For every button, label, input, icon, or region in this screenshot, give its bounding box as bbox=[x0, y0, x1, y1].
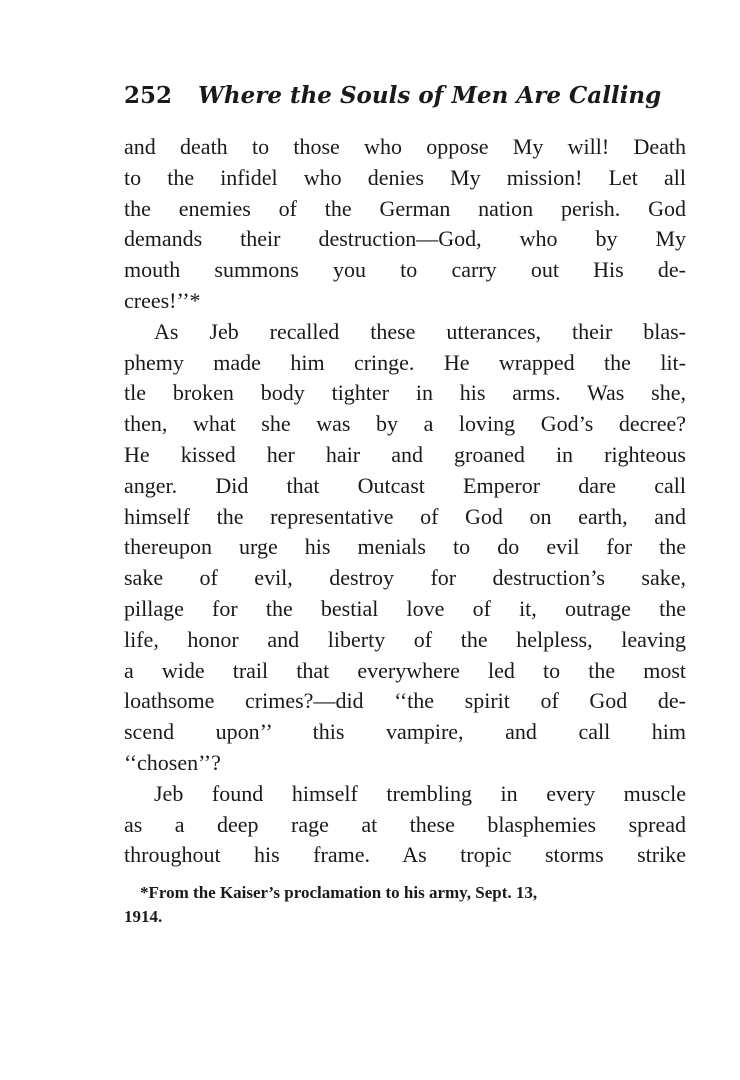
page-number: 252 bbox=[124, 82, 173, 109]
text-line: scend upon’’ this vampire, and call him bbox=[124, 719, 686, 745]
running-head bbox=[124, 82, 686, 124]
text-line: anger. Did that Outcast Emperor dare call bbox=[124, 472, 686, 498]
footnote-line: *From the Kaiser’s proclamation to his army, Sept. 13, bbox=[140, 883, 538, 903]
text-line: to the infidel who denies My mission! Let all bbox=[124, 164, 686, 190]
text-line: and death to those who oppose My will! Death bbox=[124, 134, 686, 159]
text-line: crees!’’* bbox=[124, 287, 201, 313]
footnote bbox=[124, 881, 686, 929]
book-page bbox=[124, 82, 686, 929]
text-line: Jeb found himself trembling in every muscle bbox=[154, 780, 686, 806]
text-line: himself the representative of God on earth, and bbox=[124, 503, 686, 529]
text-line: as a deep rage at these blasphemies spread bbox=[124, 811, 686, 837]
text-line: throughout his frame. As tropic storms strike bbox=[124, 842, 686, 868]
text-line: phemy made him cringe. He wrapped the lit- bbox=[124, 349, 686, 375]
text-line: the enemies of the German nation perish. God bbox=[124, 195, 686, 221]
text-line: a wide trail that everywhere led to the most bbox=[124, 657, 686, 683]
text-line: ‘‘chosen’’? bbox=[124, 749, 221, 775]
text-line: As Jeb recalled these utterances, their blas- bbox=[154, 318, 686, 344]
text-line: thereupon urge his menials to do evil for the bbox=[124, 534, 686, 560]
text-line: demands their destruction—God, who by My bbox=[124, 226, 686, 252]
text-line: life, honor and liberty of the helpless, leaving bbox=[124, 626, 686, 652]
text-line: then, what she was by a loving God’s decree? bbox=[124, 411, 686, 437]
text-line: mouth summons you to carry out His de- bbox=[124, 257, 686, 283]
text-line: tle broken body tighter in his arms. Was she, bbox=[124, 380, 686, 406]
running-title: Where the Souls of Men Are Calling bbox=[198, 82, 662, 109]
text-line: sake of evil, destroy for destruction’s sake, bbox=[124, 565, 686, 591]
body-text bbox=[124, 132, 686, 871]
text-line: He kissed her hair and groaned in righteous bbox=[124, 441, 686, 467]
text-line: pillage for the bestial love of it, outrage the bbox=[124, 595, 686, 621]
footnote-line: 1914. bbox=[124, 907, 163, 927]
text-line: loathsome crimes?—did ‘‘the spirit of God de- bbox=[124, 688, 686, 714]
